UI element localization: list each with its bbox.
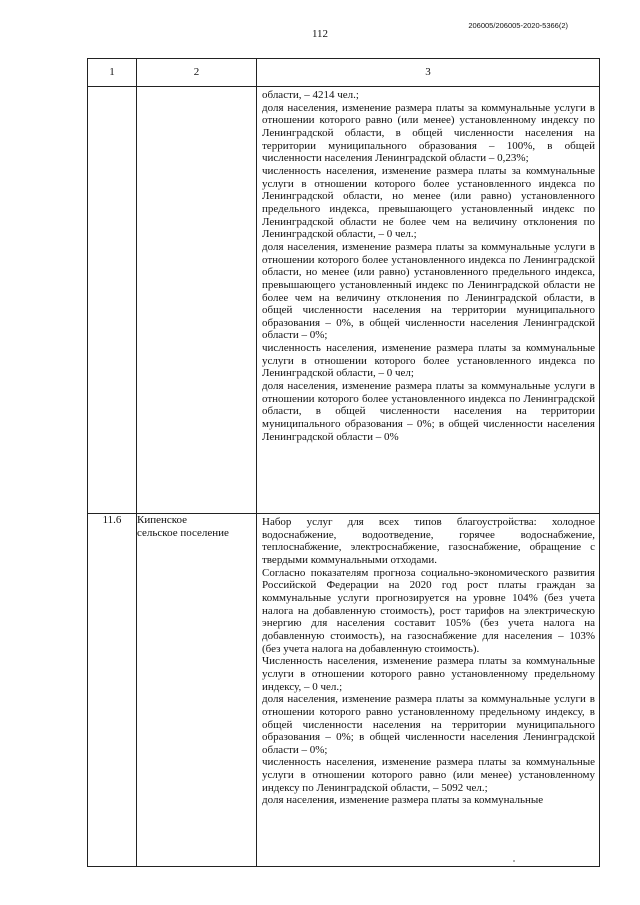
description-cell [257, 87, 600, 514]
page-number: 112 [311, 28, 329, 40]
content-table [87, 58, 600, 867]
row-number-cell: 11.6 [88, 514, 137, 867]
column-header-2: 2 [137, 59, 257, 87]
description-text: Набор услуг для всех типов благоустройства: холодное водоснабжение, водоотведение, горячее водоснабжение, теплоснабжение, электроснабжение, газоснабжение, обращение с твердыми коммунальными отходами. Согласно показателям прогноза социально-экономического развития Российской Федерации на 2020 год рост платы граждан за коммунальные услуги прогнозируется на уровне 104% (без учета налога на добавленную стоимость), рост тарифов на электрическую энергию для населения составит 105% (без учета налога на добавленную стоимость), на газоснабжение для населения – 103% (без учета налога на добавленную стоимость). Численность населения, изменение размера платы за коммунальные услуги в отношении которого равно установленному предельному индексу, – 0 чел.; доля населения, изменение размера платы за коммунальные услуги в отношении которого равно установленному предельному индексу, в общей численности населения на территории муниципального образования – 0%; в общей численности населения Ленинградской области – 0%; численность населения, изменение размера платы за коммунальные услуги в отношении которого равно (или менее) установленному индексу по Ленинградской области, – 5092 чел.; доля населения, изменение размера платы за коммунальные [262, 516, 595, 807]
row-number-cell [88, 87, 137, 514]
column-header-1: 1 [88, 59, 137, 87]
column-header-3: 3 [257, 59, 600, 87]
table-header-row [88, 59, 600, 87]
document-code: 206005/206005-2020-5366(2) [468, 21, 568, 30]
table-row [88, 87, 600, 514]
settlement-name-cell: Кипенское сельское поселение [137, 514, 257, 867]
settlement-name-cell [137, 87, 257, 514]
description-text: области, – 4214 чел.; доля населения, изменение размера платы за коммунальные услуги в отношении которого равно (или менее) установленному индексу по Ленинградской области, в общей численности населения на территории муниципального образования – 100%, в общей численности населения Ленинградской области – 0,23%; численность населения, изменение размера платы за коммунальные услуги в отношении которого более установленного индекса по Ленинградской области, но менее (или равно) установленного предельного индекса, превышающего установленный индекс по Ленинградской области не более чем на величину отклонения по Ленинградской области, – 0 чел.; доля населения, изменение размера платы за коммунальные услуги в отношении которого более установленного индекса по Ленинградской области, но менее (или равно) установленного предельного индекса, превышающего установленный индекс по Ленинградской области не более чем на величину отклонения по Ленинградской области, в общей численности населения на территории муниципального образования – 0%, в общей численности населения Ленинградской области – 0%; численность населения, изменение размера платы за коммунальные услуги в отношении которого более установленного индекса по Ленинградской области, – 0 чел; доля населения, изменение размера платы за коммунальные услуги в отношении которого более установленного индекса по Ленинградской области, в общей численности населения на территории муниципального образования – 0%; в общей численности населения Ленинградской области – 0% [262, 89, 595, 443]
table-row [88, 514, 600, 867]
scan-speck [513, 860, 515, 862]
description-cell [257, 514, 600, 867]
